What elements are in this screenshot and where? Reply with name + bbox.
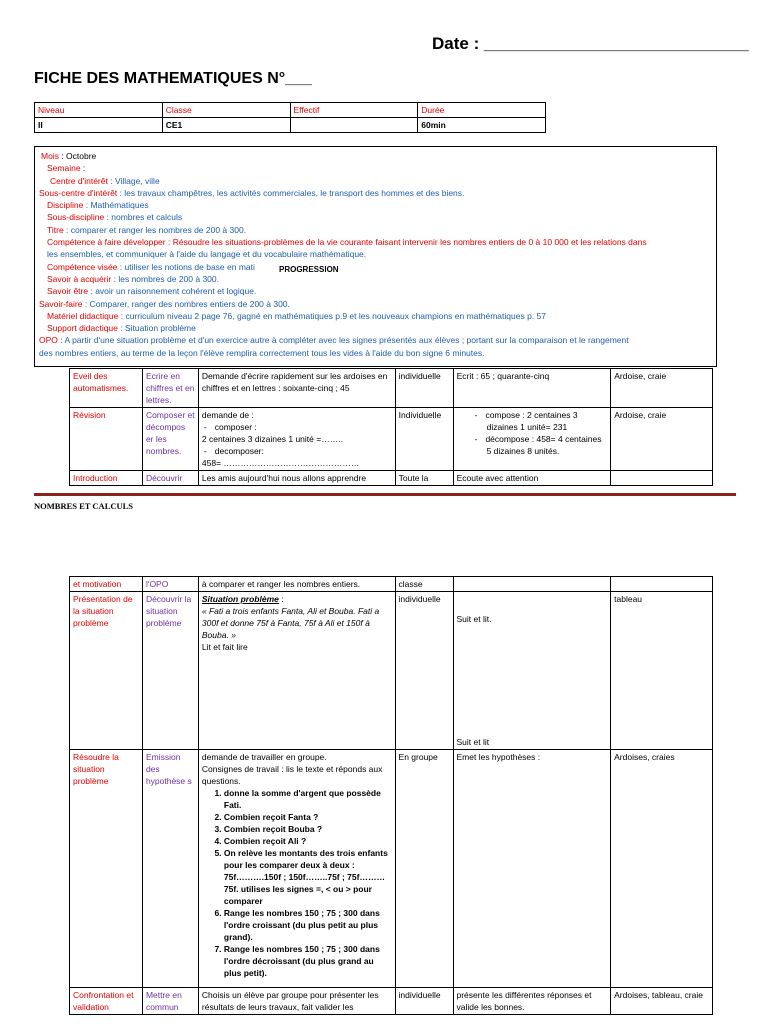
table-row: [70, 577, 713, 592]
question-item: 6. Range les nombres 150 ; 75 ; 300 dans l'ordre croissant (du plus petit au plus grand).: [224, 907, 392, 943]
teacher-cell: [198, 592, 395, 750]
material-cell: [611, 471, 713, 486]
teacher-text: Situation problème: [201, 594, 279, 604]
pupil-text: Suit et lit.: [456, 614, 492, 624]
value: : Village, ville: [107, 175, 160, 186]
activity-cell: Ecrire en chiffres et en lettres.: [142, 369, 198, 408]
label: OPO: [39, 335, 58, 346]
value: : les nombres de 200 à 300.: [111, 273, 220, 284]
progression-label: PROGRESSION: [279, 265, 339, 274]
info-support: [39, 322, 712, 334]
teacher-cell: à comparer et ranger les nombres entiers.: [198, 577, 395, 592]
teacher-text: demande de :: [201, 410, 254, 420]
activity-cell: Composer et décompos er les nombres.: [142, 408, 198, 471]
value: : Mathématiques: [83, 200, 149, 211]
mode-cell: individuelle: [395, 369, 453, 408]
label: Mois: [41, 151, 59, 161]
info-savoir-acquerir: [39, 273, 712, 285]
value: : Situation problème: [117, 323, 196, 334]
table-row: [70, 369, 713, 408]
teacher-text: 458= …………………………………………: [201, 458, 360, 468]
pupil-text: - compose : 2 centaines 3 dizaines 1 unité= 231: [487, 409, 608, 433]
value: :: [80, 163, 86, 174]
activity-cell: Découvrir: [142, 471, 198, 486]
value: : Octobre: [58, 151, 97, 161]
info-discipline: [39, 199, 712, 211]
info-centre: [39, 175, 712, 187]
value: : les travaux champêtres, les activités commerciales, le transport des hommes et des biens.: [117, 187, 465, 198]
label: Centre d'intérêt: [50, 175, 108, 186]
stage-cell: Révision: [70, 408, 143, 471]
info-sous-discipline: [39, 211, 712, 223]
label: Sous-centre d'intérêt: [39, 187, 118, 198]
question-item: 3. Combien reçoit Bouba ?: [224, 823, 392, 835]
pupil-cell: [453, 592, 611, 750]
question-item: 1. donne la somme d'argent que possède Fati.: [224, 787, 392, 811]
info-competence-visee: [39, 261, 712, 273]
section-label: NOMBRES ET CALCULS: [34, 501, 134, 511]
label: Compétence à faire développer: [47, 237, 166, 248]
pupil-text: - décompose : 458= 4 centaines 5 dizaines 8 unités.: [487, 433, 608, 457]
value-effectif: [290, 118, 418, 133]
page-title: FICHE DES MATHEMATIQUES N°___: [34, 70, 312, 87]
summary-value-row: [35, 118, 546, 133]
teacher-cell: [198, 750, 395, 988]
stage-cell: Eveil des automatismes.: [70, 369, 143, 408]
label: Savoir être: [47, 286, 89, 297]
summary-header-row: [35, 103, 546, 118]
teacher-text: - decomposer:: [216, 445, 392, 457]
mode-cell: Individuelle: [395, 408, 453, 471]
value-duree: 60min: [418, 118, 546, 133]
lesson-table-part-1: [69, 368, 713, 486]
pupil-cell: [453, 577, 611, 592]
question-item: 4. Combien reçoit Ali ?: [224, 835, 392, 847]
question-item: 5. On relève les montants des trois enfants pour les comparer deux à deux : 75f……….150f ; 150f……..75f ; 75f………75f. utilises les signes =, < ou > pour comparer: [224, 847, 392, 907]
info-mois: [39, 150, 712, 162]
activity-cell: Emission des hypothèse s: [142, 750, 198, 988]
pupil-cell: Ecoute avec attention: [453, 471, 611, 486]
material-cell: tableau: [611, 592, 713, 750]
lesson-info-box: [34, 146, 717, 367]
label: Support didactique: [47, 323, 118, 334]
activity-cell: l'OPO: [142, 577, 198, 592]
teacher-text: :: [278, 594, 284, 604]
teacher-text: Lit et fait lire: [201, 642, 248, 652]
value: : curriculum niveau 2 page 76, gagné en mathématiques p.9 et les nouveaux champions en mathématiques p. 57: [118, 310, 546, 321]
header-effectif: Effectif: [290, 103, 418, 118]
date-field-label: Date : ____________________________: [432, 34, 749, 53]
label: Titre: [47, 224, 64, 235]
label: Semaine: [47, 163, 81, 174]
teacher-cell: Choisis un élève par groupe pour présenter les résultats de leurs travaux, fait valider les: [198, 988, 395, 1015]
info-semaine: [39, 162, 712, 174]
value: : avoir un raisonnement cohérent et logique.: [88, 286, 257, 297]
info-opo: [39, 334, 712, 346]
question-item: 2. Combien reçoit Fanta ?: [224, 811, 392, 823]
info-materiel: [39, 310, 712, 322]
header-duree: Durée: [418, 103, 546, 118]
activity-cell: Mettre en commun: [142, 988, 198, 1015]
info-savoir-faire: [39, 298, 712, 310]
pupil-cell: Ecrit : 65 ; quarante-cinq: [453, 369, 611, 408]
material-cell: Ardoise, craie: [611, 408, 713, 471]
value: : utiliser les notions de base en mati: [117, 261, 255, 272]
teacher-text: 2 centaines 3 dizaines 1 unité =……..: [201, 434, 343, 444]
teacher-cell: Demande d'écrire rapidement sur les ardoises en chiffres et en lettres : soixante-cinq ; 45: [198, 369, 395, 408]
info-competence: [39, 236, 712, 248]
stage-cell: Résoudre la situation problème: [70, 750, 143, 988]
material-cell: Ardoises, craies: [611, 750, 713, 988]
table-row: [70, 750, 713, 988]
stage-cell: Présentation de la situation problème: [70, 592, 143, 750]
stage-cell: Confrontation et validation: [70, 988, 143, 1015]
pupil-cell: Emet les hypothèses :: [453, 750, 611, 988]
table-row: [70, 471, 713, 486]
stage-cell: Introduction: [70, 471, 143, 486]
header-classe: Classe: [162, 103, 290, 118]
info-savoir-etre: [39, 285, 712, 297]
material-cell: Ardoises, tableau, craie: [611, 988, 713, 1015]
material-cell: [611, 577, 713, 592]
mode-cell: Toute la: [395, 471, 453, 486]
value: : Comparer, ranger des nombres entiers de 200 à 300.: [82, 298, 290, 309]
value: : Résoudre les situations-problèmes de la vie courante faisant intervenir les nombres entiers de 0 à 10 000 et les relations dans: [165, 237, 647, 248]
info-titre: [39, 224, 712, 236]
label: Savoir à acquérir: [47, 273, 112, 284]
question-item: 7. Range les nombres 150 ; 75 ; 300 dans l'ordre décroissant (du plus grand au plus petit).: [224, 943, 392, 979]
label: Sous-discipline: [47, 212, 105, 223]
mode-cell: individuelle: [395, 592, 453, 750]
value-niveau: II: [35, 118, 163, 133]
pupil-cell: [453, 408, 611, 471]
table-row: [70, 988, 713, 1015]
value: : nombres et calculs: [104, 212, 183, 223]
teacher-cell: [198, 408, 395, 471]
table-row: [70, 408, 713, 471]
lesson-table-part-2: [69, 576, 713, 1015]
pupil-cell: présente les différentes réponses et valide les bonnes.: [453, 988, 611, 1015]
info-sous-centre: [39, 187, 712, 199]
stage-cell: et motivation: [70, 577, 143, 592]
pupil-text: Suit et lit: [456, 737, 490, 747]
label: Savoir-faire: [39, 298, 83, 309]
label: Matériel didactique: [47, 310, 119, 321]
mode-cell: En groupe: [395, 750, 453, 988]
teacher-text: « Fati a trois enfants Fanta, Ali et Bouba. Fati a 300f et donne 75f à Fanta, 75f à Ali et 150f à Bouba. »: [201, 606, 380, 640]
teacher-cell: Les amis aujourd'hui nous allons apprendre: [198, 471, 395, 486]
header-niveau: Niveau: [35, 103, 163, 118]
summary-table: [34, 102, 546, 133]
value: : A partir d'une situation problème et d'un exercice autre à compléter avec les signes présentés aux élèves ; portant sur la comparaison et le rangement: [57, 335, 629, 346]
teacher-text: - composer :: [216, 421, 392, 433]
value: : comparer et ranger les nombres de 200 à 300.: [63, 224, 247, 235]
page-divider: [34, 493, 736, 496]
mode-cell: individuelle: [395, 988, 453, 1015]
material-cell: Ardoise, craie: [611, 369, 713, 408]
label: Compétence visée: [47, 261, 118, 272]
label: Discipline: [47, 200, 84, 211]
table-row: [70, 592, 713, 750]
info-competence-cont: les ensembles, et communiquer à l'aide du langage et du vocabulaire mathématique.: [47, 249, 367, 260]
info-opo-cont: des nombres entiers, au terme de la leçon l'élève remplira correctement tous les vides à l'aide du bon signe 6 minutes.: [39, 347, 485, 358]
mode-cell: classe: [395, 577, 453, 592]
value-classe: CE1: [162, 118, 290, 133]
teacher-text: Consignes de travail : lis le texte et réponds aux questions.: [201, 764, 383, 786]
teacher-text: demande de travailler en groupe.: [201, 752, 327, 762]
activity-cell: Découvrir la situation problème: [142, 592, 198, 750]
